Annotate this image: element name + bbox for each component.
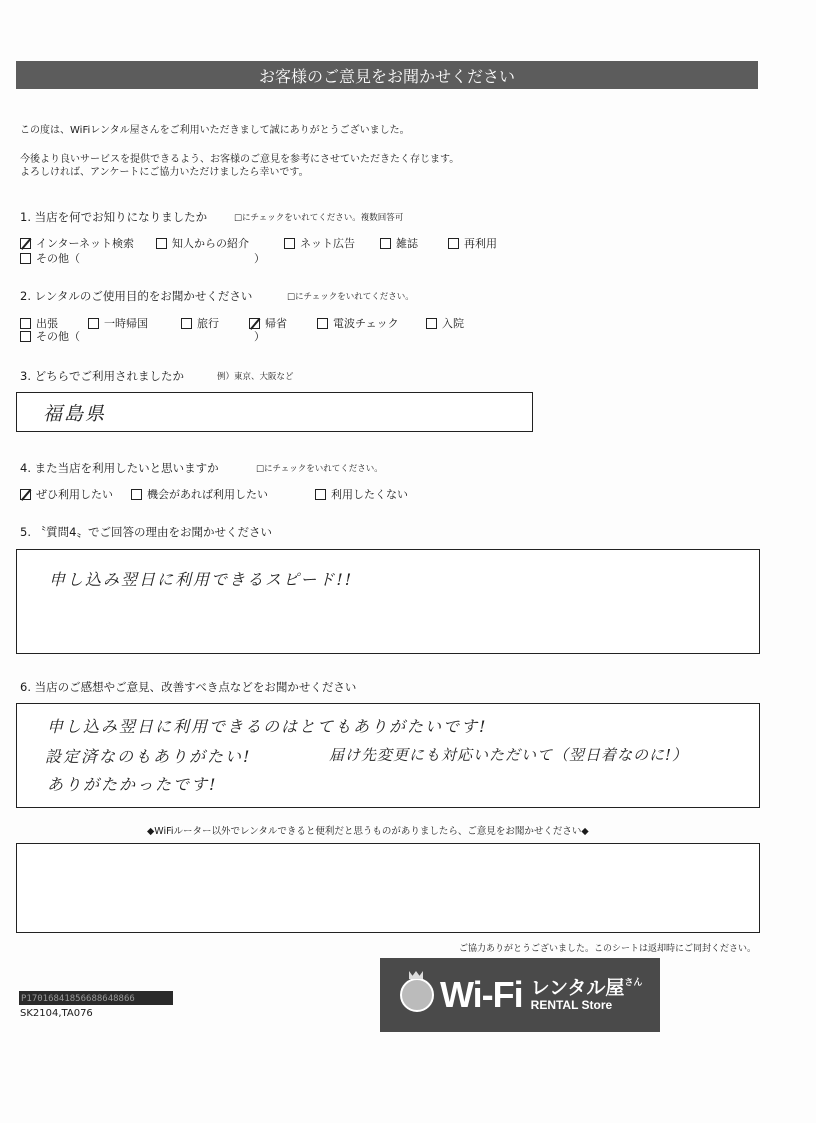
checkbox[interactable] xyxy=(20,253,31,264)
question-1-title: 1. 当店を何でお知りになりましたか xyxy=(20,210,208,224)
q1-option-label: ネット広告 xyxy=(300,237,355,250)
question-4-title: 4. また当店を利用したいと思いますか xyxy=(20,461,219,475)
answer-6-line-2b: 届け先変更にも対応いただいて（翌日着なのに!） xyxy=(329,746,689,764)
q2-other-close: ） xyxy=(254,330,265,343)
q4-option-label: 利用したくない xyxy=(331,488,408,501)
q2-option-label: 出張 xyxy=(36,317,58,330)
question-1-note: □にチェックをいれてください。複数回答可 xyxy=(234,213,404,223)
checkbox-checked[interactable] xyxy=(20,489,31,500)
q4-option-if-chance[interactable] xyxy=(131,486,268,502)
q1-option-reuse[interactable] xyxy=(448,235,497,251)
intro-text-1: この度は、WiFiレンタル屋さんをご利用いただきまして誠にありがとうございました。 xyxy=(20,125,410,136)
answer-5-text: 申し込み翌日に利用できるスピード!! xyxy=(49,570,354,589)
q2-option-label: 一時帰国 xyxy=(104,317,148,330)
q2-option-hospital[interactable] xyxy=(426,315,464,331)
answer-6-line-3: ありがたかったです! xyxy=(47,775,218,794)
answer-6-field[interactable] xyxy=(16,703,760,808)
checkbox[interactable] xyxy=(448,238,459,249)
checkbox[interactable] xyxy=(426,318,437,329)
q1-option-internet[interactable] xyxy=(20,235,134,251)
checkbox[interactable] xyxy=(131,489,142,500)
intro-text-3: よろしければ、アンケートにご協力いただけましたら幸いです。 xyxy=(20,167,309,178)
intro-text-2: 今後より良いサービスを提供できるよう、お客様のご意見を参考にさせていただきたく存じます。 xyxy=(20,154,460,165)
document-code: SK2104,TA076 xyxy=(20,1008,93,1019)
q2-option-travel[interactable] xyxy=(181,315,219,331)
checkbox[interactable] xyxy=(20,331,31,342)
q4-option-definitely[interactable] xyxy=(20,486,113,502)
answer-5-field[interactable] xyxy=(16,549,760,654)
q2-option-label: 帰省 xyxy=(265,317,287,330)
checkbox-checked[interactable] xyxy=(249,318,260,329)
question-6-title: 6. 当店のご感想やご意見、改善すべき点などをお聞かせください xyxy=(20,680,357,694)
checkbox[interactable] xyxy=(317,318,328,329)
q4-option-label: 機会があれば利用したい xyxy=(147,488,268,501)
checkbox[interactable] xyxy=(380,238,391,249)
footer-thanks: ご協力ありがとうございました。このシートは返却時にご同封ください。 xyxy=(459,944,757,954)
q2-option-label: その他（ xyxy=(36,330,80,343)
answer-6-line-2a: 設定済なのもありがたい! xyxy=(45,747,252,766)
page-title: お客様のご意見をお聞かせください xyxy=(16,61,758,89)
q2-option-label: 入院 xyxy=(442,317,464,330)
q2-option-temp-return[interactable] xyxy=(88,315,148,331)
q4-option-no[interactable] xyxy=(315,486,408,502)
q1-option-label: その他（ xyxy=(36,252,80,265)
q2-option-other[interactable] xyxy=(20,328,80,344)
q2-option-label: 電波チェック xyxy=(333,317,399,330)
barcode-id-label xyxy=(19,991,173,1005)
logo-wifi-text: Wi-Fi xyxy=(440,974,523,1015)
q2-option-label: 旅行 xyxy=(197,317,219,330)
question-2-note: □にチェックをいれてください。 xyxy=(287,292,414,302)
question-2-title: 2. レンタルのご使用目的をお聞かせください xyxy=(20,289,253,303)
logo-jp-small-text: さん xyxy=(624,977,643,988)
question-3-note: 例）東京、大阪など xyxy=(217,372,294,382)
answer-6-line-1: 申し込み翌日に利用できるのはとてもありがたいです! xyxy=(47,717,488,736)
question-5-title: 5. 〝質問4〟でご回答の理由をお聞かせください xyxy=(20,525,272,539)
brand-logo xyxy=(380,958,660,1032)
q1-option-magazine[interactable] xyxy=(380,235,418,251)
checkbox[interactable] xyxy=(88,318,99,329)
barcode-id-text: P17016841856688648866 xyxy=(21,994,135,1004)
crown-mascot-icon xyxy=(400,978,434,1012)
logo-en-text: RENTAL Store xyxy=(530,997,613,1012)
q1-other-close: ） xyxy=(254,252,265,265)
answer-7-field[interactable] xyxy=(16,843,760,933)
answer-3-text: 福島県 xyxy=(43,403,107,425)
checkbox[interactable] xyxy=(315,489,326,500)
checkbox[interactable] xyxy=(181,318,192,329)
checkbox-checked[interactable] xyxy=(20,238,31,249)
q2-option-signal-check[interactable] xyxy=(317,315,399,331)
q4-option-label: ぜひ利用したい xyxy=(36,488,113,501)
checkbox[interactable] xyxy=(20,318,31,329)
q1-option-label: 再利用 xyxy=(464,237,497,250)
question-4-note: □にチェックをいれてください。 xyxy=(256,464,383,474)
q1-option-label: インターネット検索 xyxy=(36,237,135,250)
checkbox[interactable] xyxy=(284,238,295,249)
q1-option-net-ad[interactable] xyxy=(284,235,355,251)
checkbox[interactable] xyxy=(156,238,167,249)
question-7-title: ◆WiFiルーター以外でレンタルできると便利だと思うものがありましたら、ご意見をお聞かせください◆ xyxy=(147,826,589,837)
q1-option-label: 知人からの紹介 xyxy=(172,237,249,250)
question-3-title: 3. どちらでご利用されましたか xyxy=(20,369,185,383)
q1-option-other[interactable] xyxy=(20,250,80,266)
logo-jp-text: レンタル屋 xyxy=(530,976,625,999)
q1-option-referral[interactable] xyxy=(156,235,249,251)
q1-option-label: 雑誌 xyxy=(396,237,418,250)
answer-3-field[interactable] xyxy=(16,392,533,432)
